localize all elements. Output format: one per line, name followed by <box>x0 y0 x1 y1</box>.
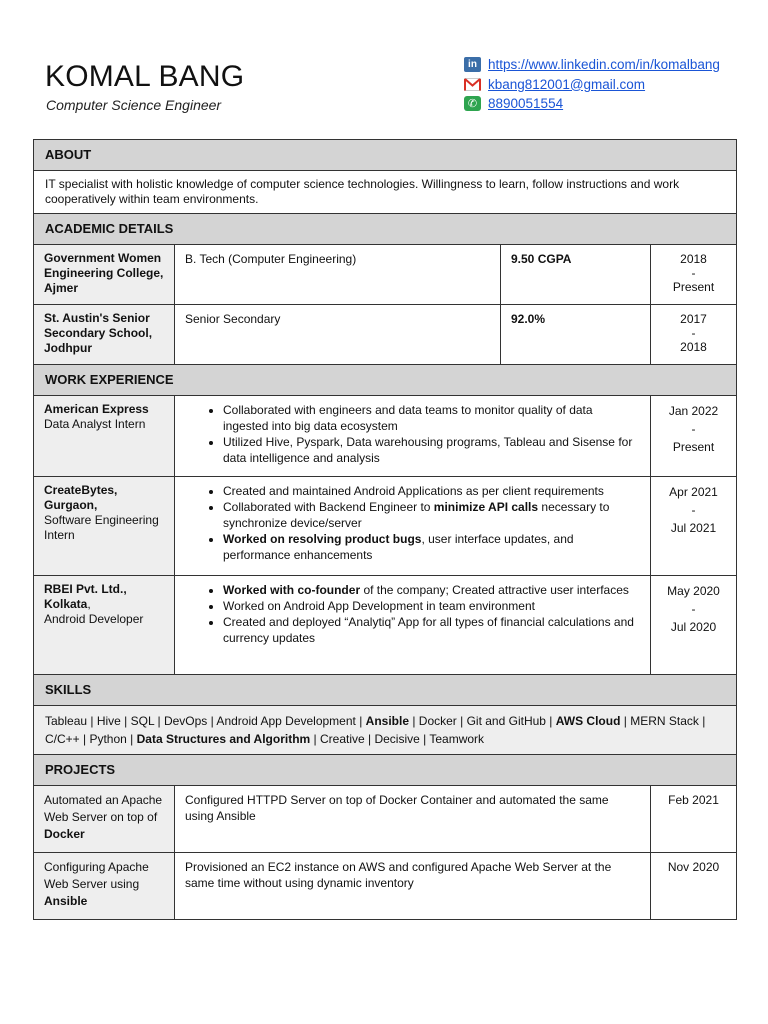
project-row <box>34 853 737 920</box>
candidate-title: Computer Science Engineer <box>46 97 222 113</box>
skills-part: Tableau | Hive | SQL | DevOps | Android App Development | <box>45 714 366 728</box>
work-row <box>34 396 737 477</box>
contact-phone <box>464 94 720 114</box>
date-start: May 2020 <box>667 584 720 598</box>
date-sep: - <box>691 326 696 340</box>
work-bullet: • Worked on Android App Development in team environment <box>223 598 640 614</box>
work-date <box>651 396 737 477</box>
date-sep: - <box>691 422 696 436</box>
project-name <box>34 853 175 920</box>
skills-bold: AWS Cloud <box>555 714 621 728</box>
work-bullets <box>185 483 640 563</box>
academic-school: Government Women Engineering College, Ajmer <box>34 245 175 305</box>
project-name-bold: Ansible <box>44 894 88 908</box>
candidate-name: KOMAL BANG <box>45 60 245 93</box>
project-row <box>34 786 737 853</box>
work-company-suffix: , <box>87 597 91 611</box>
academic-score: 9.50 CGPA <box>501 245 651 305</box>
resume-table <box>33 139 737 920</box>
section-about <box>34 140 737 171</box>
date-end: Present <box>672 280 715 294</box>
about-row <box>34 171 737 214</box>
project-name-text: Configuring Apache Web Server using <box>44 860 149 891</box>
work-bullet: • Created and maintained Android Applications as per client requirements <box>223 483 640 499</box>
skills-part: | MERN Stack | C/C++ | Python | <box>45 714 706 746</box>
section-academic-title: ACADEMIC DETAILS <box>34 214 737 245</box>
bullet-bold: minimize API calls <box>433 500 539 514</box>
work-details <box>175 396 651 477</box>
contact-block <box>464 55 720 114</box>
work-role: Android Developer <box>44 612 144 626</box>
date-sep: - <box>691 266 696 280</box>
academic-degree: Senior Secondary <box>175 305 501 365</box>
date-start: 2018 <box>680 252 707 266</box>
skills-bold: Ansible <box>365 714 409 728</box>
contact-linkedin <box>464 55 720 75</box>
work-bullet <box>223 582 640 598</box>
project-name-text: Automated an Apache Web Server on top of <box>44 793 163 824</box>
date-end: Present <box>672 440 715 454</box>
email-link[interactable]: kbang812001@gmail.com <box>488 76 646 92</box>
work-date <box>651 477 737 576</box>
project-name-bold: Docker <box>44 827 85 841</box>
section-work-title: WORK EXPERIENCE <box>34 365 737 396</box>
about-text: IT specialist with holistic knowledge of computer science technologies. Willingness to learn, follow instructions and work cooperatively within team environments. <box>34 171 737 214</box>
work-bullet: • Utilized Hive, Pyspark, Data warehousing programs, Tableau and Sisense for data intelligence and analysis <box>223 434 640 466</box>
bullet-text: necessary to synchronize device/server <box>223 500 610 530</box>
project-name <box>34 786 175 853</box>
bullet-bold: Worked on resolving product bugs <box>223 532 422 546</box>
work-bullets <box>185 402 640 466</box>
phone-icon: ✆ <box>464 96 481 111</box>
linkedin-link[interactable]: https://www.linkedin.com/in/komalbang <box>488 57 720 73</box>
academic-score: 92.0% <box>501 305 651 365</box>
section-skills <box>34 675 737 706</box>
academic-date <box>651 305 737 365</box>
bullet-text: , user interface updates, and performance enhancements <box>223 532 574 562</box>
work-bullet <box>223 531 640 563</box>
project-date: Feb 2021 <box>651 786 737 853</box>
section-projects <box>34 755 737 786</box>
bullet-text: Collaborated with Backend Engineer to <box>223 500 434 514</box>
academic-school: St. Austin's Senior Secondary School, Jodhpur <box>34 305 175 365</box>
work-org <box>34 576 175 675</box>
project-desc: Configured HTTPD Server on top of Docker Container and automated the same using Ansible <box>175 786 651 853</box>
skills-bold: Data Structures and Algorithm <box>136 732 311 746</box>
work-bullet <box>223 499 640 531</box>
date-sep: - <box>691 602 696 616</box>
project-date: Nov 2020 <box>651 853 737 920</box>
work-company: American Express <box>44 402 149 416</box>
section-about-title: ABOUT <box>34 140 737 171</box>
skills-part: | Docker | Git and GitHub | <box>409 714 556 728</box>
work-bullets <box>185 582 640 646</box>
phone-link[interactable]: 8890051554 <box>488 96 564 112</box>
skills-row <box>34 706 737 755</box>
project-desc: Provisioned an EC2 instance on AWS and configured Apache Web Server at the same time without using dynamic inventory <box>175 853 651 920</box>
work-company-line <box>44 582 164 612</box>
work-org <box>34 396 175 477</box>
section-work <box>34 365 737 396</box>
work-org <box>34 477 175 576</box>
work-details <box>175 477 651 576</box>
work-date <box>651 576 737 675</box>
skills-part: | Creative | Decisive | Teamwork <box>310 732 485 746</box>
section-academic <box>34 214 737 245</box>
work-row <box>34 477 737 576</box>
bullet-text: of the company; Created attractive user interfaces <box>360 583 629 597</box>
work-company: RBEI Pvt. Ltd., Kolkata <box>44 582 127 611</box>
work-row <box>34 576 737 675</box>
academic-row <box>34 305 737 365</box>
work-bullet: • Collaborated with engineers and data teams to monitor quality of data ingested into big data ecosystem <box>223 402 640 434</box>
work-company: CreateBytes, Gurgaon, <box>44 483 118 512</box>
date-start: 2017 <box>680 312 707 326</box>
section-skills-title: SKILLS <box>34 675 737 706</box>
date-end: Jul 2021 <box>670 521 717 535</box>
academic-degree: B. Tech (Computer Engineering) <box>175 245 501 305</box>
academic-row <box>34 245 737 305</box>
work-role: Data Analyst Intern <box>44 417 146 431</box>
contact-email <box>464 75 720 95</box>
skills-text <box>34 706 737 755</box>
work-bullet: • Created and deployed “Analytiq” App for all types of financial calculations and currency updates <box>223 614 640 646</box>
academic-date <box>651 245 737 305</box>
bullet-bold: Worked with co-founder <box>223 583 361 597</box>
email-icon <box>464 77 481 92</box>
linkedin-icon: in <box>464 57 481 72</box>
date-start: Jan 2022 <box>668 404 719 418</box>
section-projects-title: PROJECTS <box>34 755 737 786</box>
date-start: Apr 2021 <box>669 485 718 499</box>
work-details <box>175 576 651 675</box>
date-end: 2018 <box>680 340 707 354</box>
work-role: Software Engineering Intern <box>44 513 159 542</box>
date-sep: - <box>691 503 696 517</box>
date-end: Jul 2020 <box>670 620 717 634</box>
